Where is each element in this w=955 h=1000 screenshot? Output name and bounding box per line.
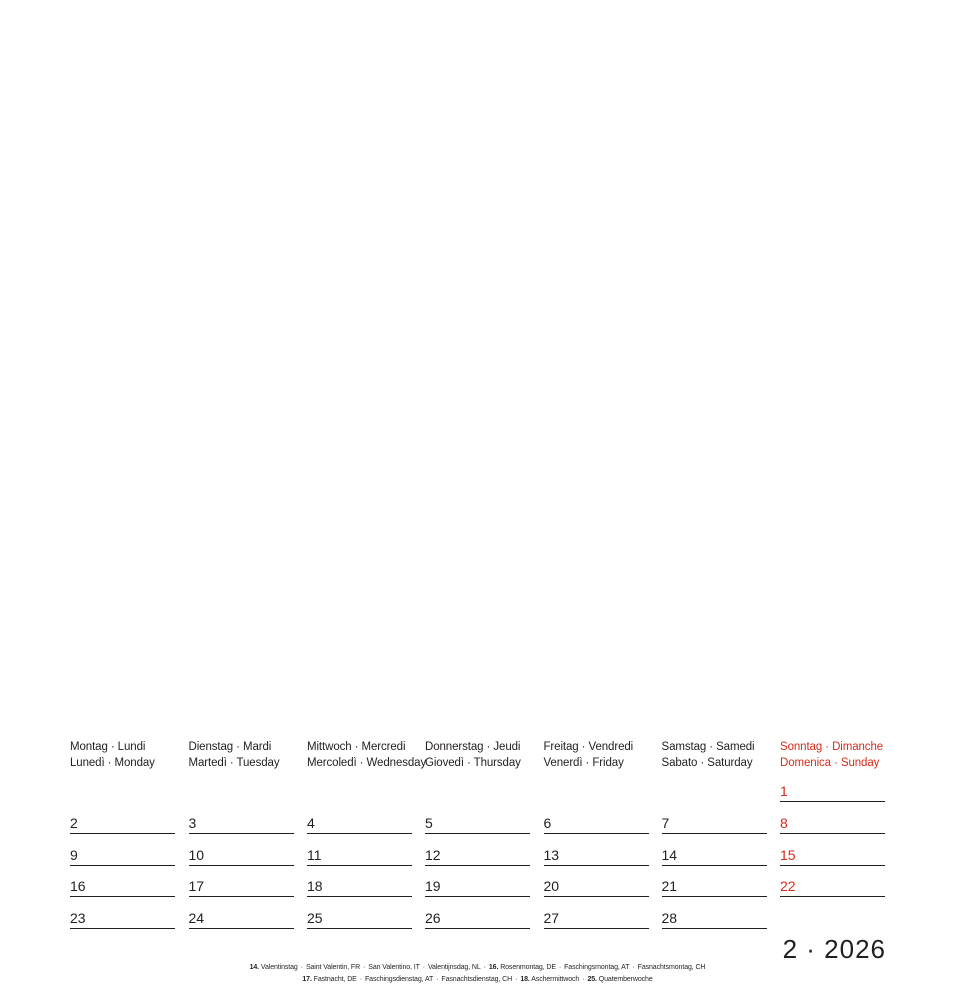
date-cell [662,811,767,834]
date-number: 18 [307,878,323,894]
date-number: 17 [188,878,205,894]
holiday-name: San Valentino, IT [368,964,420,971]
holiday-separator: · [436,976,439,983]
date-cell [70,906,175,929]
date-cell [780,843,885,866]
holiday-day: 14. [249,964,260,971]
date-cell [544,843,649,866]
date-number: 28 [661,910,678,926]
date-number: 7 [661,815,670,831]
holiday-separator: · [363,964,366,971]
holiday-separator: · [515,976,518,983]
holiday-name: Faschingsdienstag, AT [364,976,434,983]
date-cell [307,874,412,897]
date-cell [425,874,530,897]
weekday-name-line2: Mercoledì · Wednesday [307,757,427,769]
date-number: 25 [307,910,323,926]
weekday-name-line2: Sabato · Saturday [661,757,753,769]
date-cell [544,811,649,834]
date-number: 6 [543,815,552,831]
holiday-separator: · [632,964,635,971]
date-cell [307,811,412,834]
date-number: 1 [780,783,788,799]
date-number: 3 [188,815,197,831]
date-cell [189,811,294,834]
weekday-name-line2: Lunedì · Monday [70,757,155,769]
date-cell [780,874,885,897]
date-cell [70,843,175,866]
date-cell [70,811,175,834]
weekday-name-line1: Mittwoch · Mercredi [307,741,406,753]
holiday-name: Fasnachtsmontag, CH [637,964,706,971]
date-number: 9 [70,847,78,863]
weekday-name-line1: Freitag · Vendredi [543,741,634,753]
holiday-name: Rosenmontag, DE [500,964,556,971]
holiday-day: 17. [302,976,312,983]
holiday-name: Valentijnsdag, NL [428,964,481,971]
weekday-name-line1: Dienstag · Mardi [188,741,272,753]
holiday-day: 16. [488,964,499,971]
holiday-name: Valentinstag [260,964,298,971]
date-number: 22 [780,878,796,894]
holiday-name: Fasnachtsdienstag, CH [441,976,513,983]
date-cell [189,843,294,866]
holiday-name: Faschingsmontag, AT [564,964,630,971]
weekday-name-line1: Samstag · Samedi [661,741,755,753]
weekday-header [544,739,634,771]
holiday-separator: · [582,976,585,983]
date-number: 23 [70,910,86,926]
date-cell [189,906,294,929]
date-number: 27 [543,910,560,926]
date-cell [425,811,530,834]
date-number: 26 [425,910,441,926]
holiday-separator: · [558,964,562,971]
date-cell [307,906,412,929]
weekday-header [425,739,521,771]
date-number: 24 [188,910,205,926]
date-cell [662,906,767,929]
date-number: 10 [188,847,205,863]
weekday-header [70,739,155,771]
weekday-name-line2: Venerdì · Friday [543,757,624,769]
weekday-header [189,739,280,771]
weekday-name-line1: Sonntag · Dimanche [780,741,884,753]
date-number: 14 [661,847,678,863]
weekday-header [662,739,755,771]
weekday-header [307,739,426,771]
date-number: 5 [425,815,433,831]
date-number: 11 [307,847,322,863]
weekday-name-line1: Donnerstag · Jeudi [425,741,521,753]
holiday-name: Fastnacht, DE [313,976,357,983]
date-number: 4 [307,815,315,831]
holiday-line [0,974,955,986]
holiday-separator: · [300,964,303,971]
date-cell [780,779,885,802]
date-cell [307,843,412,866]
holiday-separator: · [422,964,425,971]
date-number: 8 [780,815,788,831]
date-number: 19 [425,878,441,894]
date-cell [780,811,885,834]
date-cell [544,874,649,897]
month-year-label: 2 · 2026 [782,934,886,964]
date-cell [189,874,294,897]
holiday-day: 25. [587,976,597,983]
date-cell [425,843,530,866]
date-number: 16 [70,878,86,894]
date-cell [544,906,649,929]
weekday-name-line2: Martedì · Tuesday [188,757,280,769]
date-cell [70,874,175,897]
date-number: 13 [543,847,560,863]
date-number: 12 [425,847,441,863]
holiday-separator: · [359,976,362,983]
holiday-name: Quatemberwoche [598,976,653,983]
holiday-name: Saint Valentin, FR [305,964,361,971]
date-number: 15 [780,847,796,863]
weekday-name-line2: Domenica · Sunday [780,757,880,769]
holiday-name: Aschermittwoch [531,976,580,983]
holiday-line [0,962,955,974]
date-cell [425,906,530,929]
date-cell [662,874,767,897]
weekday-header [780,739,883,771]
date-number: 21 [661,878,678,894]
date-number: 2 [70,815,78,831]
holiday-separator: · [483,964,486,971]
holiday-day: 18. [520,976,530,983]
weekday-name-line2: Giovedì · Thursday [425,757,521,769]
date-cell [662,843,767,866]
date-number: 20 [543,878,560,894]
weekday-name-line1: Montag · Lundi [70,741,146,753]
holiday-notes [0,962,955,986]
